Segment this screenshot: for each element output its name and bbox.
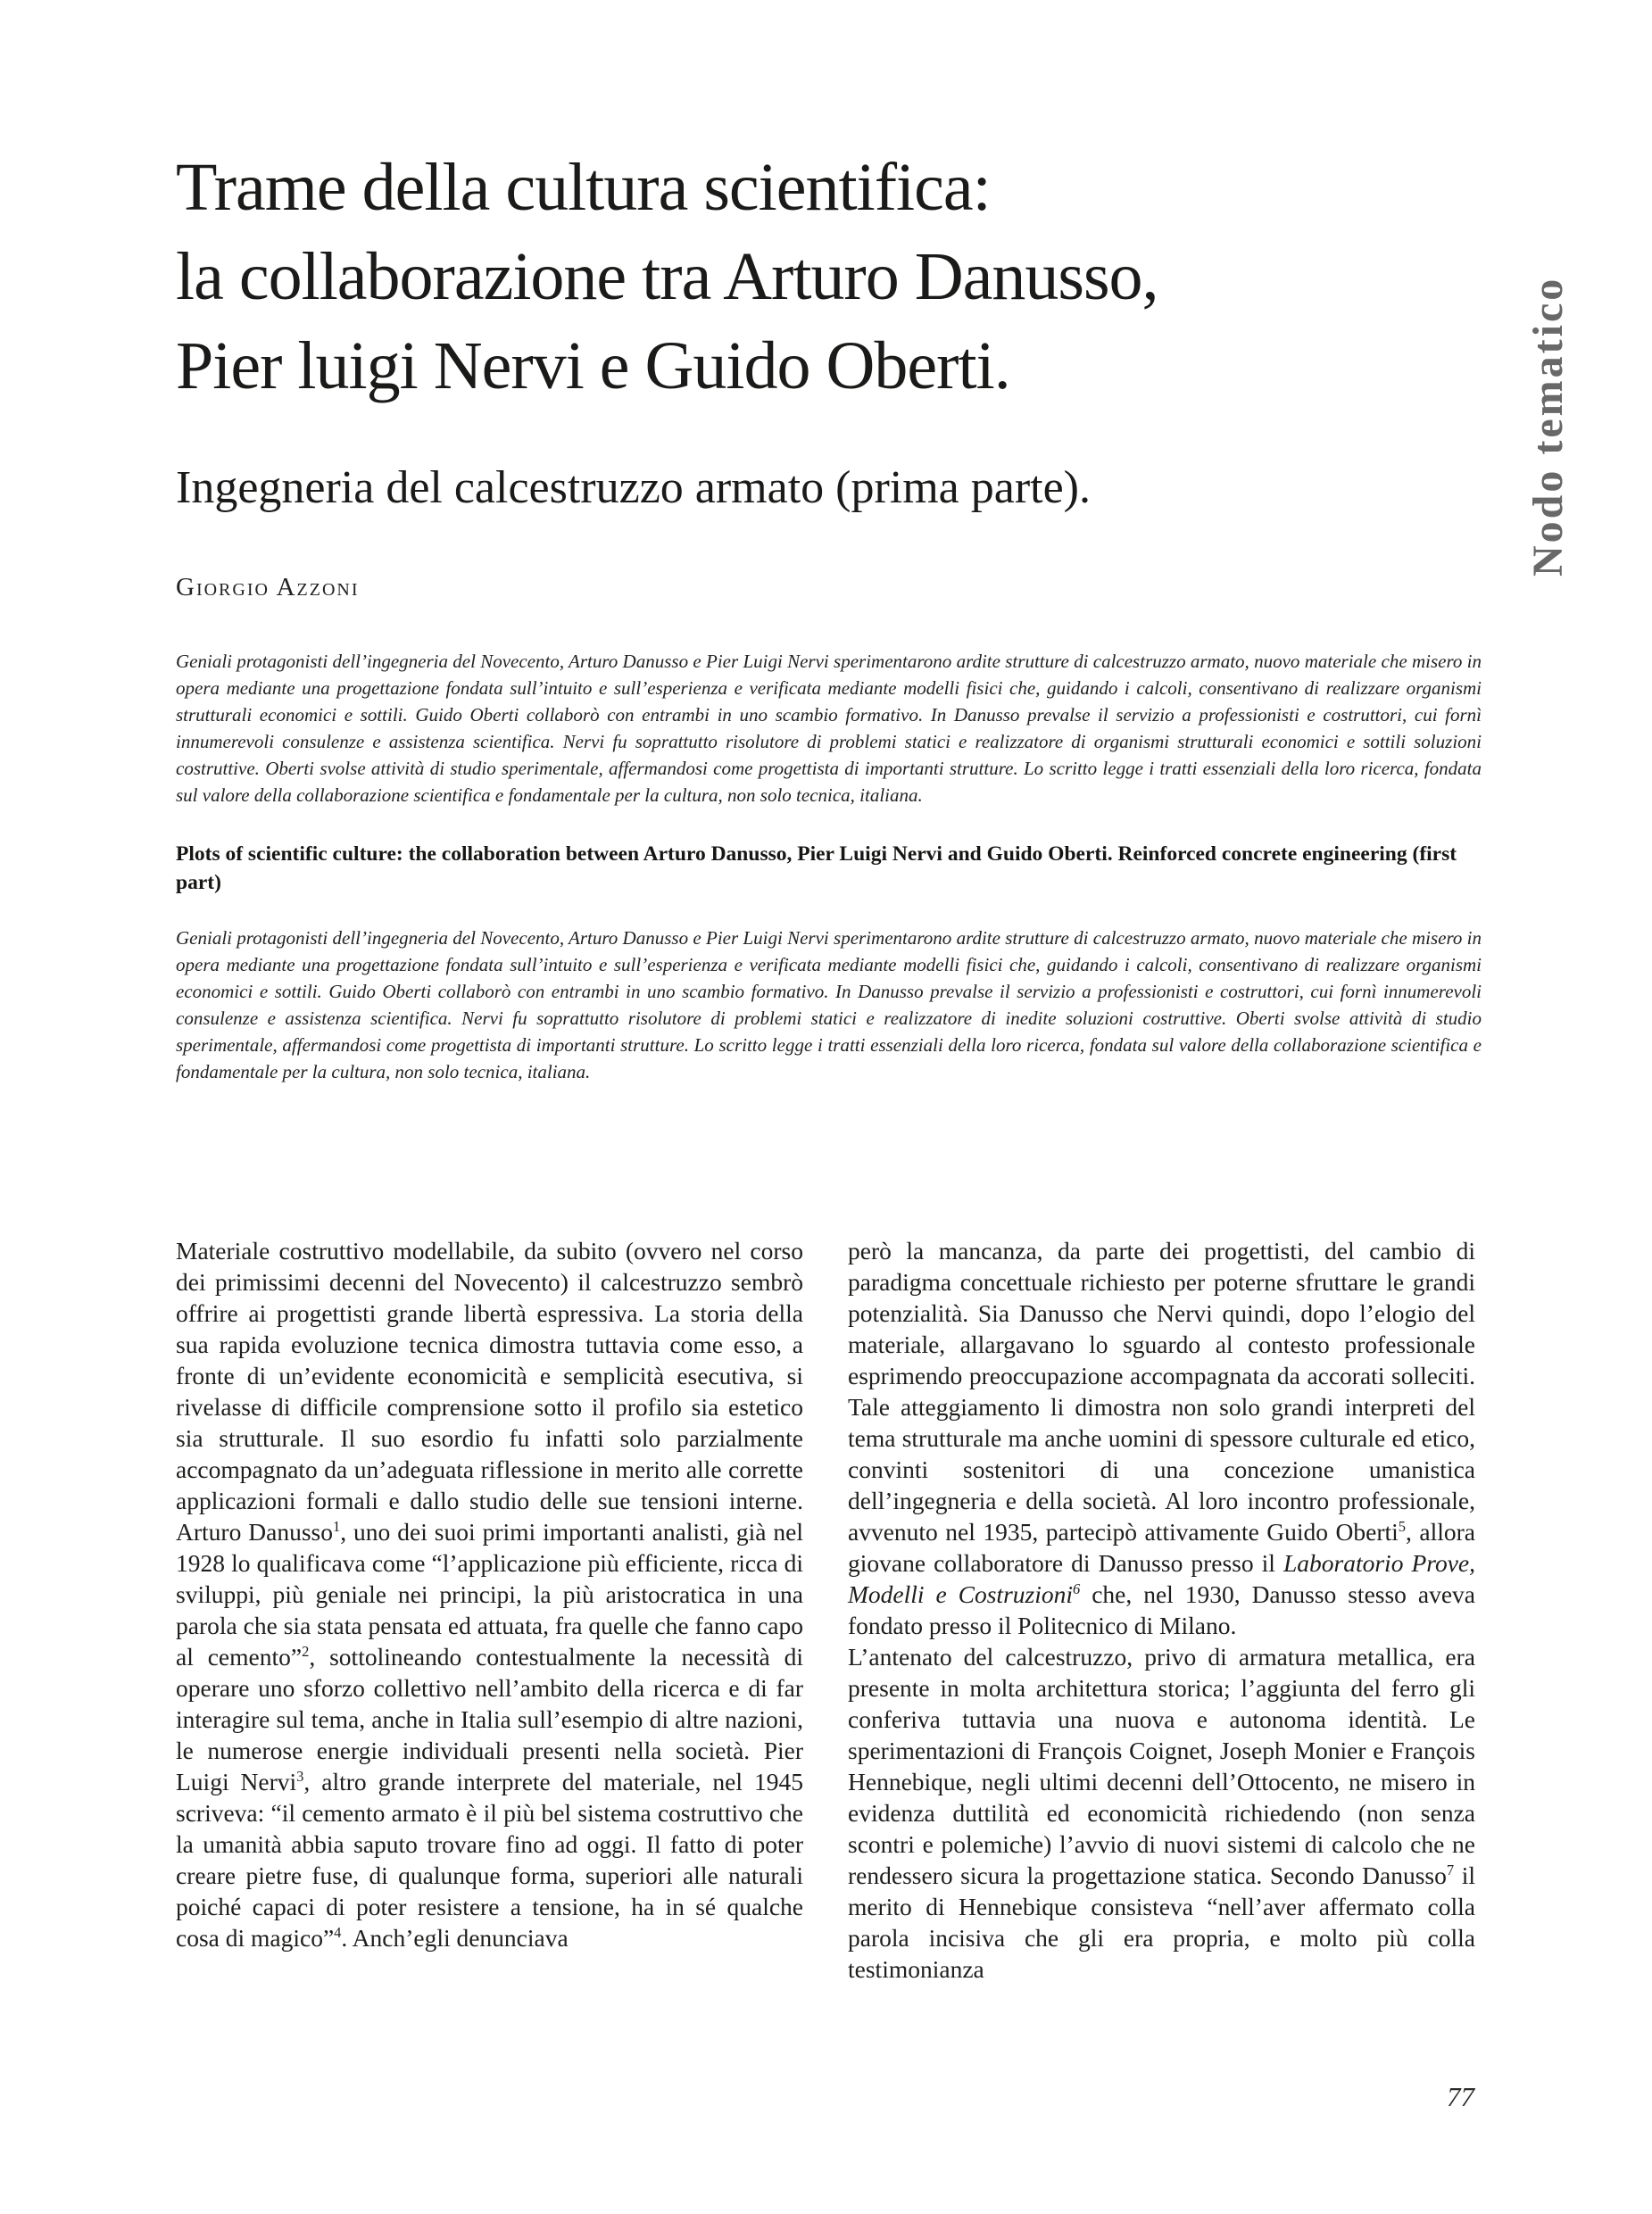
- footnote-reference: 4: [334, 1923, 342, 1941]
- footnote-reference: 6: [1073, 1580, 1081, 1597]
- body-left-column: [176, 1235, 803, 1985]
- abstract-english-heading: Plots of scientific culture: the collaboration between Arturo Danusso, Pier Luigi Nervi and Guido Oberti. Reinforced concrete engineering (first part): [176, 842, 1457, 894]
- body-paragraph: Materiale costruttivo modellabile, da subito (ovvero nel corso dei primissimi decenni del Novecento) il calcestruzzo sembrò offrire ai progettisti grande libertà espressiva. La storia della sua rapida evoluzione tecnica dimostra tuttavia come esso, a fronte di un’evidente economicità e semplicità esecutiva, si rivelasse di difficile comprensione sotto il profilo sia estetico sia strutturale. Il suo esordio fu infatti solo parzialmente accompagnato da un’adeguata riflessione in merito alle corrette applicazioni formali e dallo studio delle sue tensioni interne. Arturo Danusso$^1$, uno dei suoi primi importanti analisti, già nel 1928 lo qualificava come “l’applicazione più efficiente, ricca di sviluppi, più geniale nei principi, la più aristocratica in una parola che sia stata pensata ed attuata, fra quelle che fanno capo al cemento”$^2$, sottolineando contestualmente la necessità di operare uno sforzo collettivo nell’ambito della ricerca e di far interagire sul tema, anche in Italia sull’esempio di altre nazioni, le numerose energie individuali presenti nella società. Pier Luigi Nervi$^3$, altro grande interprete del materiale, nel 1945 scriveva: “il cemento armato è il più bel sistema costruttivo che la umanità abbia saputo trovare fino ad oggi. Il fatto di poter creare pietre fuse, di qualunque forma, superiori alle naturali poiché capaci di poter resistere a tensione, ha in sé qualche cosa di magico”$^4$. Anch’egli denunciava: [176, 1237, 803, 1952]
- footnote-reference: 2: [302, 1642, 310, 1660]
- article-title-line-3: Pier luigi Nervi e Guido Oberti.: [176, 328, 1010, 403]
- body-paragraph: L’antenato del calcestruzzo, privo di armatura metallica, era presente in molta architettura storica; l’aggiunta del ferro gli conferiva tuttavia una nuova e autonoma identità. Le sperimentazioni di François Coignet, Joseph Monier e François Hennebique, negli ultimi decenni dell’Ottocento, ne misero in evidenza duttilità ed economicità richiedendo (non senza scontri e polemiche) l’avvio di nuovi sistemi di calcolo che ne rendessero sicura la progettazione statica. Secondo Danusso$^7$ il merito di Hennebique consisteva “nell’aver affermato colla parola incisiva che gli era propria, e molto più colla testimonianza: [848, 1643, 1476, 1983]
- body-right-column: [848, 1235, 1475, 1985]
- abstract-italian: Geniali protagonisti dell’ingegneria del Novecento, Arturo Danusso e Pier Luigi Nervi sperimentarono ardite strutture di calcestruzzo armato, nuovo materiale che misero in opera mediante una progettazione fondata sull’intuito e sull’esperienza e verificata mediante modelli fisici che, guidando i calcoli, consentivano di realizzare organismi strutturali economici e sottili. Guido Oberti collaborò con entrambi in uno scambio formativo. In Danusso prevalse il servizio a professionisti e costruttori, cui fornì innumerevoli consulenze e assistenza scientifica. Nervi fu soprattutto risolutore di problemi statici e realizzatore di organismi strutturali economici e sottili soluzioni costruttive. Oberti svolse attività di studio sperimentale, affermandosi come progettista di importanti strutture. Lo scritto legge i tratti essenziali della loro ricerca, fondata sul valore della collaborazione scientifica e fondamentale per la cultura, non solo tecnica, italiana.: [176, 651, 1482, 806]
- abstract-second: Geniali protagonisti dell’ingegneria del Novecento, Arturo Danusso e Pier Luigi Nervi sperimentarono ardite strutture di calcestruzzo armato, nuovo materiale che misero in opera mediante una progettazione fondata sull’intuito e sull’esperienza e verificata mediante modelli fisici che, guidando i calcoli, consentivano di realizzare organismi economici e sottili. Guido Oberti collaborò con entrambi in uno scambio formativo. In Danusso prevalse il servizio a professionisti e costruttori, cui fornì innumerevoli consulenze e assistenza scientifica. Nervi fu soprattutto risolutore di problemi statici e realizzatore di inedite soluzioni costruttive. Oberti svolse attività di studio sperimentale, affermandosi come progettista di importanti strutture. Lo scritto legge i tratti essenziali della loro ricerca, fondata sul valore della collaborazione scientifica e fondamentale per la cultura, non solo tecnica, italiana.: [176, 927, 1482, 1082]
- page-number: 77: [1447, 2081, 1474, 2112]
- article-title: [176, 143, 1158, 410]
- body-paragraph: però la mancanza, da parte dei progettisti, del cambio di paradigma concettuale richiesto per poterne sfruttare le grandi potenzialità. Sia Danusso che Nervi quindi, dopo l’elogio del materiale, allargavano lo sguardo al contesto professionale esprimendo preoccupazione accompagnata da accorati solleciti. Tale atteggiamento li dimostra non solo grandi interpreti del tema strutturale ma anche uomini di spessore culturale ed etico, convinti sostenitori di una concezione umanistica dell’ingegneria e della società. Al loro incontro professionale, avvenuto nel 1935, partecipò attivamente Guido Oberti$^5$, allora giovane collaboratore di Danusso presso il Laboratorio Prove, Modelli e Costruzioni$^6$ che, nel 1930, Danusso stesso aveva fondato presso il Politecnico di Milano.: [848, 1237, 1475, 1639]
- footnote-reference: 5: [1398, 1517, 1407, 1535]
- body-text: [176, 1235, 1476, 1985]
- author-name: Giorgio Azzoni: [176, 573, 360, 601]
- section-label-vertical: Nodo tematico: [1524, 276, 1572, 576]
- article-title-line-2: la collaborazione tra Arturo Danusso,: [176, 239, 1158, 314]
- article-subtitle: Ingegneria del calcestruzzo armato (prima parte).: [176, 462, 1091, 513]
- footnote-reference: 7: [1446, 1861, 1455, 1878]
- footnote-reference: 3: [296, 1767, 304, 1785]
- footnote-reference: 1: [332, 1517, 341, 1535]
- article-title-line-1: Trame della cultura scientifica:: [176, 150, 991, 225]
